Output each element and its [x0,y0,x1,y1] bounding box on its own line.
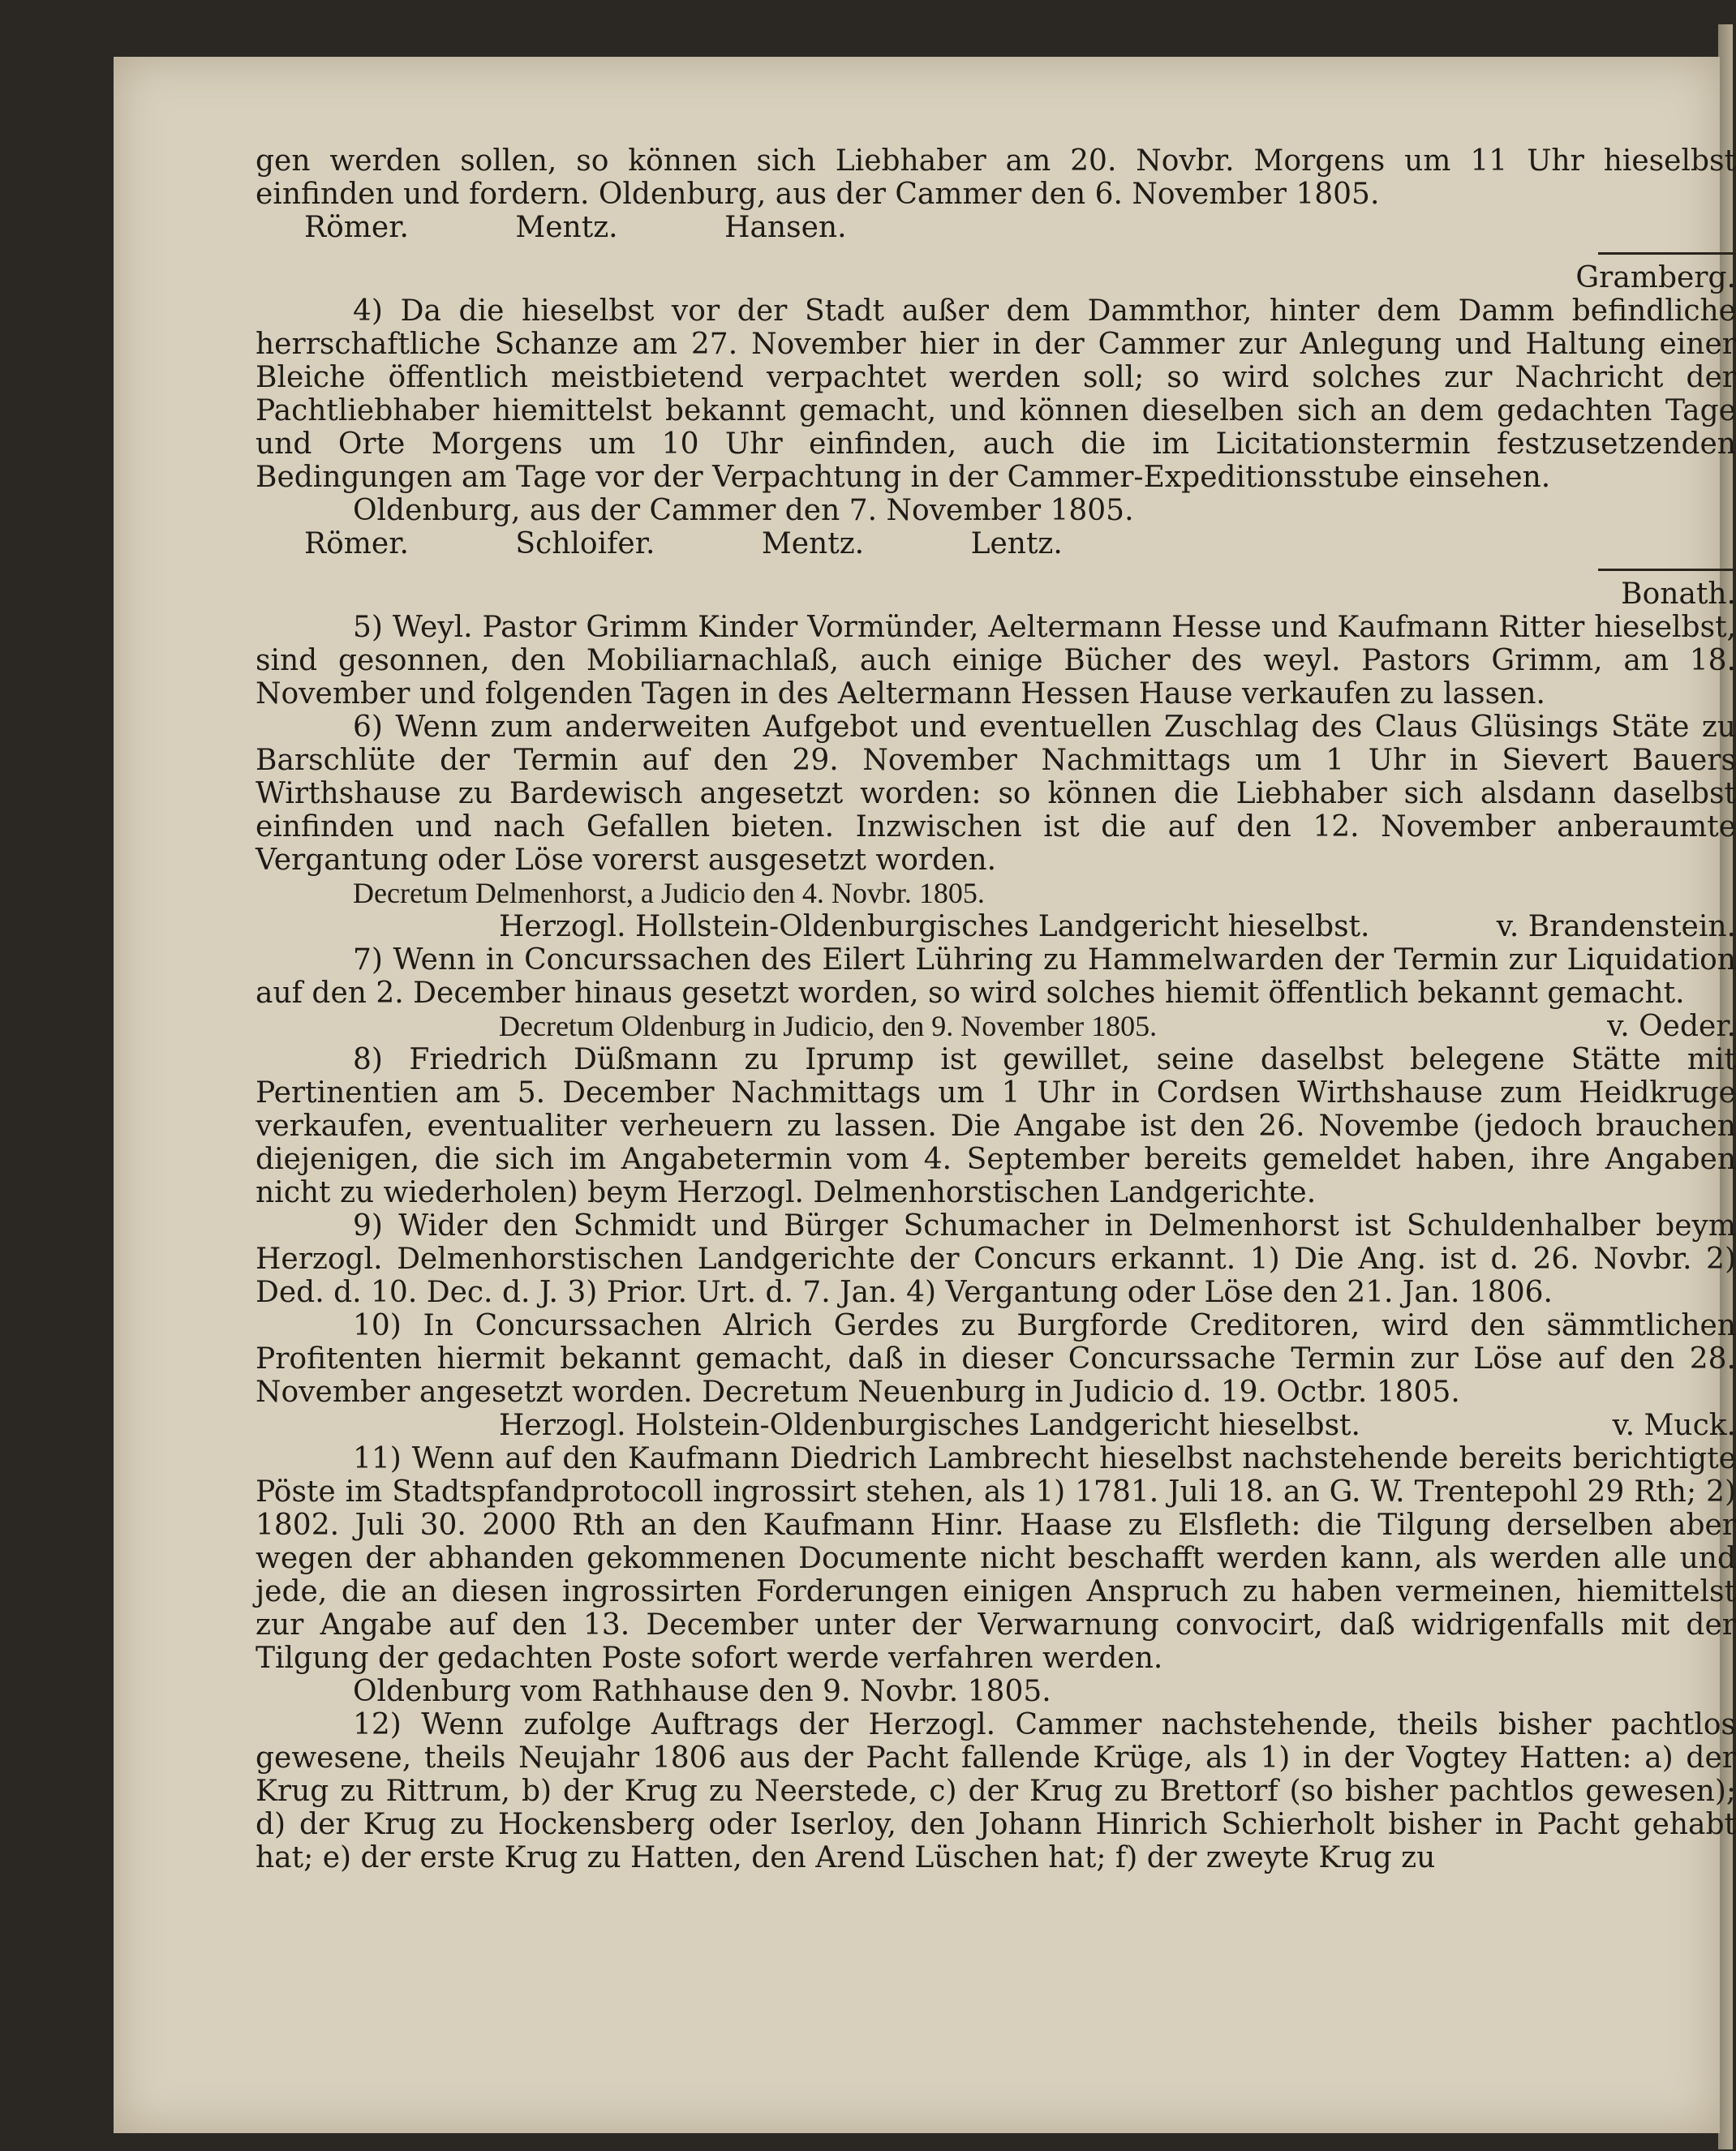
signature-rule-block [256,252,1736,294]
signature: Lentz. [970,527,1063,560]
signature-rule-block [256,569,1736,611]
decretum-line-7 [256,1010,1736,1043]
signature-right: v. Oeder. [1607,1010,1736,1043]
signature: Mentz. [515,211,618,244]
signature: Römer. [304,211,409,244]
signature: Hansen. [724,211,847,244]
document-body [256,144,1736,1874]
paragraph-6: 6) Wenn zum anderweiten Aufgebot und eventuellen Zuschlag des Claus Glüsings Stäte zu Barschlüte der Termin auf den 29. November Nachmittags um 1 Uhr in Sievert Bauers Wirthshause zu Bardewisch angesetzt worden: so können die Liebhaber sich alsdann daselbst einfinden und nach Gefallen bieten. Inzwischen ist die auf den 12. November anberaumte Vergantung oder Löse vorerst ausgesetzt worden. [256,711,1736,877]
paragraph-4: 4) Da die hieselbst vor der Stadt außer dem Dammthor, hinter dem Damm befindliche herrschaftliche Schanze am 27. November hier in der Cammer zur Anlegung und Haltung einer Bleiche öffentlich meistbietend verpachtet werden soll; so wird solches zur Nachricht der Pachtliebhaber hiemittelst bekannt gemacht, und können dieselben sich an dem gedachten Tage und Orte Morgens um 10 Uhr einfinden, auch die im Licitationstermin festzusetzenden Bedingungen am Tage vor der Verpachtung in der Cammer-Expeditionsstube einsehen. [256,294,1736,494]
signature-right: Gramberg. [1575,261,1736,294]
signature: Schloifer. [515,527,655,560]
signature: Römer. [304,527,409,560]
paragraph-3-continued: gen werden sollen, so können sich Liebhaber am 20. Novbr. Morgens um 11 Uhr hieselbst einfinden und fordern. Oldenburg, aus der Cammer den 6. November 1805. [256,144,1736,211]
document-page [114,57,1736,2133]
court-name: Herzogl. Holstein-Oldenburgisches Landgericht hieselbst. [499,1409,1360,1442]
divider-rule [1598,252,1736,255]
signature-right: v. Brandenstein. [1496,910,1736,943]
divider-rule [1598,569,1736,571]
paragraph-12: 12) Wenn zufolge Auftrags der Herzogl. Cammer nachstehende, theils bisher pachtlos gewesene, theils Neujahr 1806 aus der Pacht fallende Krüge, als 1) in der Vogtey Hatten: a) der Krug zu Rittrum, b) der Krug zu Neerstede, c) der Krug zu Brettorf (so bisher pachtlos gewesen); d) der Krug zu Hockensberg oder Iserloy, den Johann Hinrich Schierholt bisher in Pacht gehabt hat; e) der erste Krug zu Hatten, den Arend Lüschen hat; f) der zweyte Krug zu [256,1708,1736,1874]
signature: Mentz. [761,527,865,560]
signatures-4 [256,527,1736,560]
decretum-6: Decretum Delmenhorst, a Judicio den 4. Novbr. 1805. [353,877,985,909]
paragraph-9: 9) Wider den Schmidt und Bürger Schumacher in Delmenhorst ist Schuldenhalber beym Herzogl. Delmenhorstischen Landgerichte der Concurs erkannt. 1) Die Ang. ist d. 26. Novbr. 2) Ded. d. 10. Dec. d. J. 3) Prior. Urt. d. 7. Jan. 4) Vergantung oder Löse den 21. Jan. 1806. [256,1209,1736,1309]
signatures-3 [256,211,1736,244]
court-line-6 [256,910,1736,943]
signature-right: Bonath. [1621,577,1736,611]
court-line-10 [256,1409,1736,1442]
date-line-11: Oldenburg vom Rathhause den 9. Novbr. 1805. [353,1675,1051,1708]
court-name: Herzogl. Hollstein-Oldenburgisches Landgericht hieselbst. [499,910,1370,943]
paragraph-11: 11) Wenn auf den Kaufmann Diedrich Lambrecht hieselbst nachstehende bereits berichtigte Pöste im Stadtspfandprotocoll ingrossirt stehen, als 1) 1781. Juli 18. an G. W. Trentepohl 29 Rth; 2) 1802. Juli 30. 2000 Rth an den Kaufmann Hinr. Haase zu Elsfleth: die Tilgung derselben aber wegen der abhanden gekommenen Documente nicht beschafft werden kann, als werden alle und jede, die an diesen ingrossirten Forderungen einigen Anspruch zu haben vermeinen, hiemittelst zur Angabe auf den 13. December unter der Verwarnung convocirt, daß widrigenfalls mit der Tilgung der gedachten Poste sofort werde verfahren werden. [256,1442,1736,1675]
signature-right: v. Muck. [1612,1409,1736,1442]
paragraph-10: 10) In Concurssachen Alrich Gerdes zu Burgforde Creditoren, wird den sämmtlichen Profitenten hiermit bekannt gemacht, daß in dieser Concurssache Termin zur Löse auf den 28. November angesetzt worden. Decretum Neuenburg in Judicio d. 19. Octbr. 1805. [256,1309,1736,1409]
paragraph-8: 8) Friedrich Düßmann zu Iprump ist gewillet, seine daselbst belegene Stätte mit Pertinentien am 5. December Nachmittags um 1 Uhr in Cordsen Wirthshause zum Heidkruge verkaufen, eventualiter verheuern zu lassen. Die Angabe ist den 26. Novembe (jedoch brauchen diejenigen, die sich im Angabetermin vom 4. September bereits gemeldet haben, ihre Angaben nicht zu wiederholen) beym Herzogl. Delmenhorstischen Landgerichte. [256,1043,1736,1209]
date-line-4: Oldenburg, aus der Cammer den 7. November 1805. [353,494,1134,527]
decretum-7: Decretum Oldenburg in Judicio, den 9. November 1805. [499,1010,1158,1042]
paragraph-7: 7) Wenn in Concurssachen des Eilert Lühring zu Hammelwarden der Termin zur Liquidation auf den 2. December hinaus gesetzt worden, so wird solches hiemit öffentlich bekannt gemacht. [256,943,1736,1010]
paragraph-5: 5) Weyl. Pastor Grimm Kinder Vormünder, Aeltermann Hesse und Kaufmann Ritter hieselbst, sind gesonnen, den Mobiliarnachlaß, auch einige Bücher des weyl. Pastors Grimm, am 18. November und folgenden Tagen in des Aeltermann Hessen Hause verkaufen zu lassen. [256,611,1736,711]
